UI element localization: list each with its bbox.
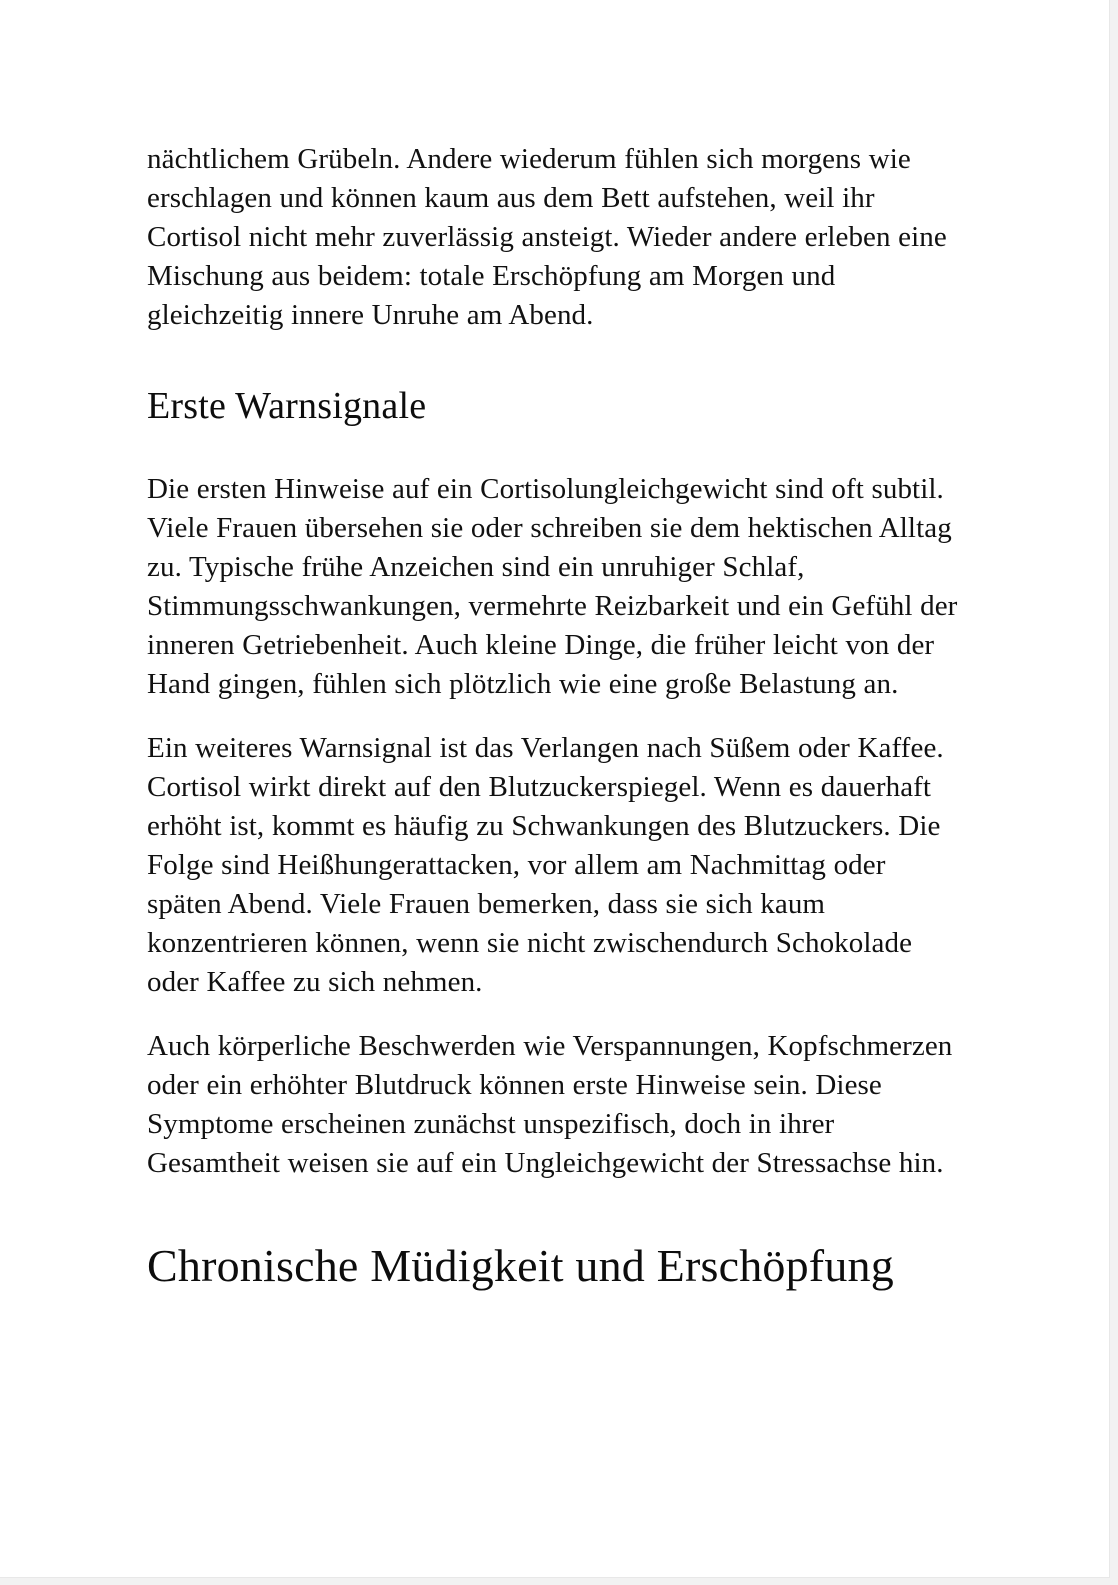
heading-chronische-muedigkeit: Chronische Müdigkeit und Erschöpfung <box>147 1240 894 1291</box>
document-text-column <box>147 140 959 1293</box>
paragraph-warnsignale-3: Auch körperliche Beschwerden wie Verspannungen, Kopfschmerzen oder ein erhöhter Blutdruck können erste Hinweise sein. Diese Symptome erscheinen zunächst unspezifisch, doch in ihrer Gesamtheit weisen sie auf ein Ungleichgewicht der Stressachse hin. <box>147 1030 953 1179</box>
paragraph-warnsignale-2: Ein weiteres Warnsignal ist das Verlangen nach Süßem oder Kaffee. Cortisol wirkt direkt auf den Blutzuckerspiegel. Wenn es dauerhaft erhöht ist, kommt es häufig zu Schwankungen des Blutzuckers. Die Folge sind Heißhungerattacken, vor allem am Nachmittag oder späten Abend. Viele Frauen bemerken, dass sie sich kaum konzentrieren können, wenn sie nicht zwischendurch Schokolade oder Kaffee zu sich nehmen. <box>147 732 944 998</box>
paragraph-warnsignale-1: Die ersten Hinweise auf ein Cortisolungleichgewicht sind oft subtil. Viele Frauen übersehen sie oder schreiben sie dem hektischen Alltag zu. Typische frühe Anzeichen sind ein unruhiger Schlaf, Stimmungsschwankungen, vermehrte Reizbarkeit und ein Gefühl der inneren Getriebenheit. Auch kleine Dinge, die früher leicht von der Hand gingen, fühlen sich plötzlich wie eine große Belastung an. <box>147 473 958 700</box>
paragraph-intro: nächtlichem Grübeln. Andere wiederum fühlen sich morgens wie erschlagen und können kaum aus dem Bett aufstehen, weil ihr Cortisol nicht mehr zuverlässig ansteigt. Wieder andere erleben eine Mischung aus beidem: totale Erschöpfung am Morgen und gleichzeitig innere Unruhe am Abend. <box>147 143 947 331</box>
heading-erste-warnsignale: Erste Warnsignale <box>147 385 427 427</box>
